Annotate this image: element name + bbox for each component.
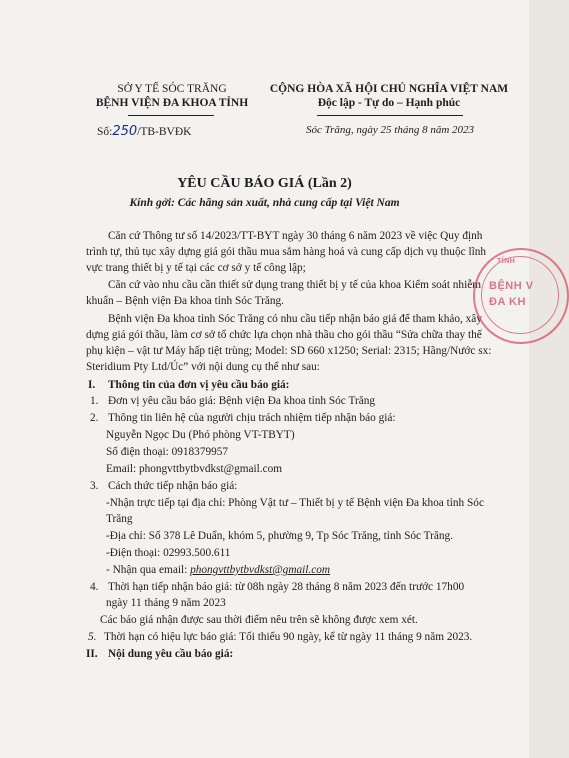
- section-2-title: Nội dung yêu cầu báo giá:: [108, 648, 234, 660]
- ministry-name: SỞ Y TẾ SÓC TRĂNG: [117, 83, 227, 95]
- stamp-text-line-1: BỆNH V: [489, 280, 534, 292]
- document-number-handwritten: 250: [112, 124, 138, 139]
- red-seal-stamp: [473, 248, 569, 344]
- document-number-prefix: Số:: [97, 126, 113, 138]
- contact-phone: Số điện thoại: 0918379957: [106, 446, 229, 458]
- document-number: [97, 124, 191, 139]
- item-5-text: Thời hạn có hiệu lực báo giá: Tối thiểu 90 ngày, kể từ ngày 11 tháng 9 năm 2023.: [104, 631, 473, 643]
- stamp-ring-text: TỈNH: [497, 258, 516, 265]
- section-1-title: Thông tin của đơn vị yêu cầu báo giá:: [108, 379, 290, 391]
- motto: Độc lập - Tự do – Hạnh phúc: [317, 97, 461, 109]
- paragraph-3-line-3: phụ kiện – vật tư Máy hấp tiệt trùng; Model: SD 660 x1250; Serial: 2315; Hãng/Nước sx:: [86, 345, 492, 357]
- item-3-number: 3.: [90, 480, 99, 492]
- section-1-numeral: I.: [88, 379, 96, 391]
- item-2-number: 2.: [90, 412, 99, 424]
- motto-underline: [317, 115, 463, 116]
- section-2-numeral: II.: [86, 648, 98, 660]
- contact-person-name: Nguyễn Ngọc Du (Phó phòng VT-TBYT): [106, 429, 295, 441]
- item-1-text: Đơn vị yêu cầu báo giá: Bệnh viện Đa khoa tỉnh Sóc Trăng: [108, 395, 376, 407]
- hospital-underline: [128, 115, 214, 116]
- receipt-email-line: [106, 562, 330, 578]
- paragraph-3-line-1: Bệnh viện Đa khoa tỉnh Sóc Trăng có nhu cầu tiếp nhận báo giá để tham khảo, xây: [108, 313, 482, 325]
- item-5-number: 5.: [88, 631, 97, 643]
- paragraph-2-line-1: Căn cứ vào nhu cầu cần thiết sử dụng trang thiết bị y tế của khoa Kiểm soát nhiễm: [108, 279, 482, 291]
- document-number-suffix: /TB-BVĐK: [137, 126, 192, 138]
- item-4-line-1: Thời hạn tiếp nhận báo giá: từ 08h ngày 28 tháng 8 năm 2023 đến trước 17h00: [108, 581, 465, 593]
- item-2-text: Thông tin liên hệ của người chịu trách nhiệm tiếp nhận báo giá:: [108, 412, 396, 424]
- paragraph-2-line-2: khuẩn – Bệnh viện Đa khoa tỉnh Sóc Trăng.: [86, 295, 284, 307]
- document-title: YÊU CẦU BÁO GIÁ (Lần 2): [177, 176, 352, 191]
- place-date: Sóc Trăng, ngày 25 tháng 8 năm 2023: [305, 124, 475, 136]
- paragraph-1-line-1: Căn cứ Thông tư số 14/2023/TT-BYT ngày 30 tháng 6 năm 2023 về việc Quy định: [108, 230, 483, 242]
- paragraph-1-line-2: trình tự, thủ tục xây dựng giá gói thầu mua sắm hàng hoá và cung cấp dịch vụ thuộc lĩnh: [86, 246, 487, 258]
- receipt-phone: -Điện thoại: 02993.500.611: [106, 547, 231, 559]
- recipient-line: Kính gởi: Các hãng sản xuất, nhà cung cấp tại Việt Nam: [129, 197, 400, 209]
- receipt-in-person-line-1: -Nhận trực tiếp tại địa chỉ: Phòng Vật tư – Thiết bị y tế Bệnh viện Đa khoa tỉnh Sóc: [106, 497, 484, 509]
- hospital-name: BỆNH VIỆN ĐA KHOA TỈNH: [95, 97, 249, 109]
- paragraph-1-line-3: vực trang thiết bị y tế tại các cơ sở y tế công lập;: [86, 262, 306, 274]
- item-3-text: Cách thức tiếp nhận báo giá:: [108, 480, 238, 492]
- contact-email: Email: phongvttbytbvdkst@gmail.com: [106, 463, 283, 475]
- red-seal-inner-ring: [481, 256, 559, 334]
- stamp-text-line-2: ĐA KH: [489, 296, 526, 308]
- nation-title: CỘNG HÒA XÃ HỘI CHỦ NGHĨA VIỆT NAM: [269, 83, 509, 95]
- item-4-number: 4.: [90, 581, 99, 593]
- item-4-line-3: Các báo giá nhận được sau thời điểm nêu trên sẽ không được xem xét.: [100, 614, 418, 626]
- receipt-email-prefix: - Nhận qua email:: [106, 564, 191, 576]
- item-4-line-2: ngày 11 tháng 9 năm 2023: [106, 597, 226, 609]
- item-1-number: 1.: [90, 395, 99, 407]
- paragraph-3-line-4: Steridium Pty Ltd/Úc” với nội dung cụ thể như sau:: [86, 361, 320, 373]
- paragraph-3-line-2: dựng giá gói thầu, làm cơ sở tổ chức lựa chọn nhà thầu cho gói thầu “Sửa chữa thay thế: [86, 329, 482, 341]
- receipt-address: -Địa chỉ: Số 378 Lê Duẩn, khóm 5, phường 9, Tp Sóc Trăng, tỉnh Sóc Trăng.: [106, 530, 454, 542]
- receipt-in-person-line-2: Trăng: [106, 513, 133, 525]
- receipt-email-link[interactable]: phongvttbytbvdkst@gmail.com: [190, 564, 331, 576]
